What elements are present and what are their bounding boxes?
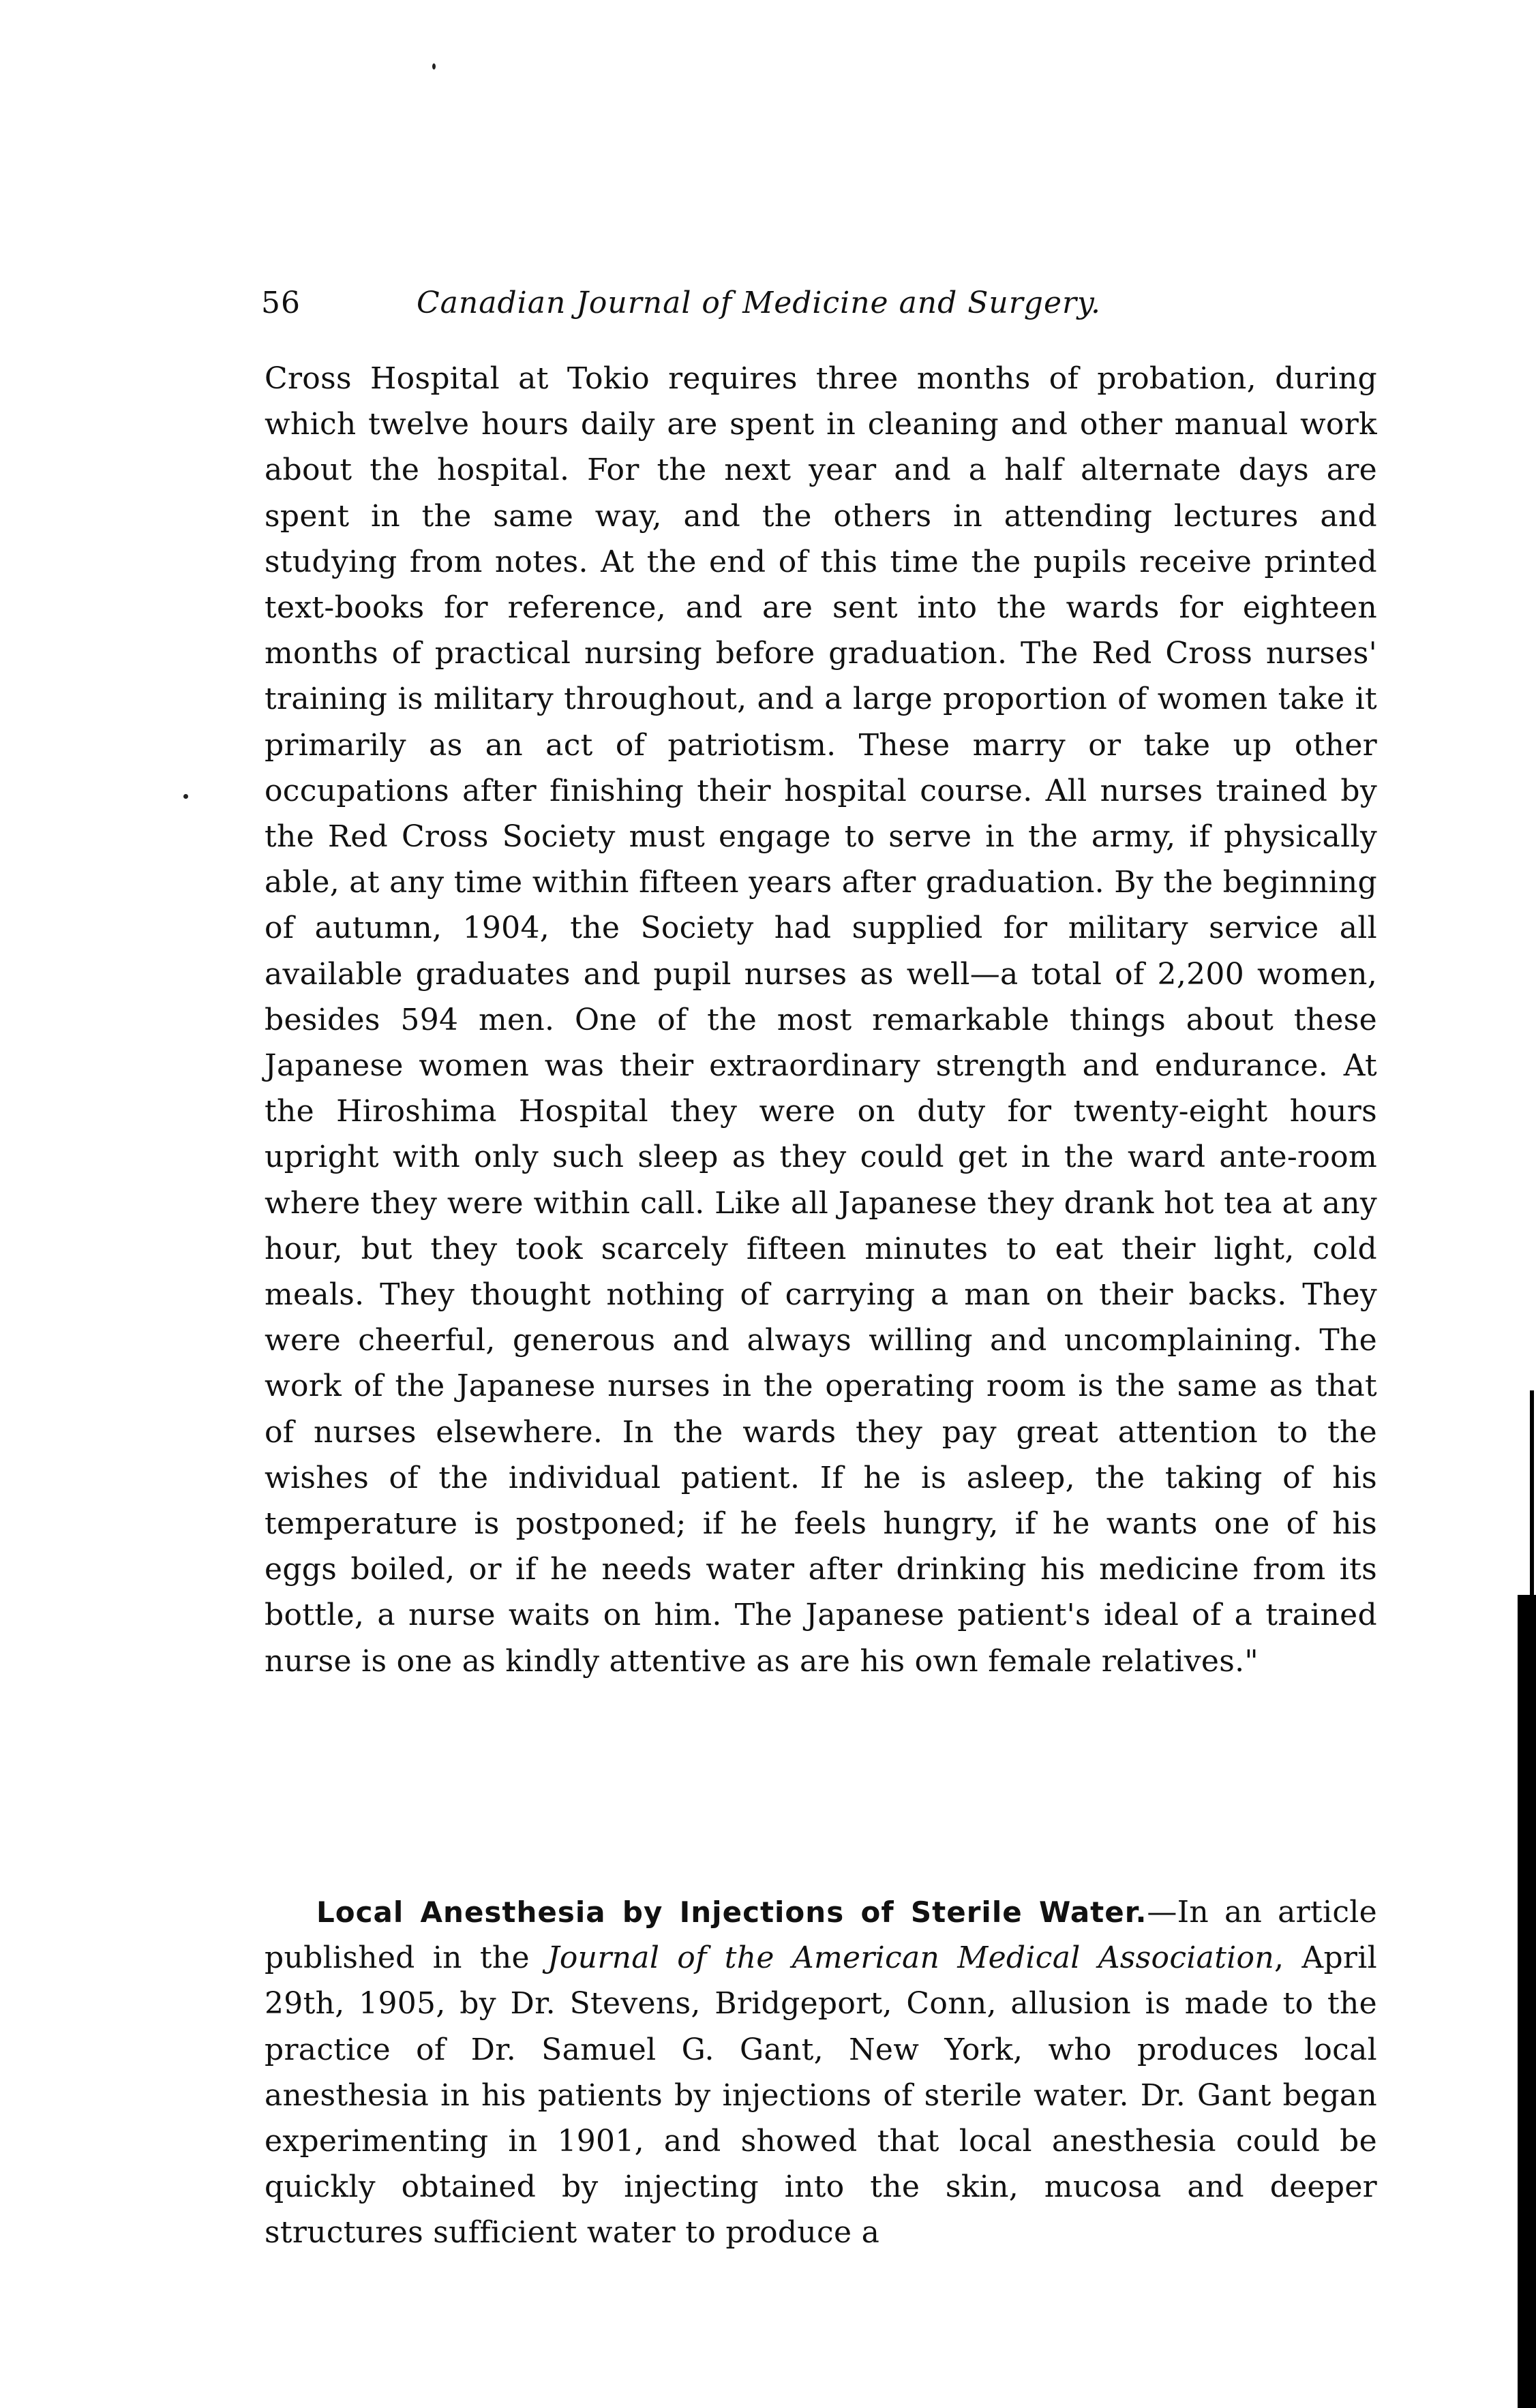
body-paragraph: Cross Hospital at Tokio requires three months of probation, during which twelve hours daily are spent in cleaning and other manual work about the hospital. For the next year and a half alternate days are spent in the same way, and the others in attending lectures and studying from notes. At the end of this time the pupils receive printed text-books for reference, and are sent into the wards for eighteen months of practical nursing before graduation. The Red Cross nurses' training is military throughout, and a large proportion of women take it primarily as an act of patriotism. These marry or take up other occupations after finishing their hospital course. All nurses trained by the Red Cross Society must engage to serve in the army, if physically able, at any time within fifteen years after graduation. By the beginning of autumn, 1904, the Society had supplied for military service all available graduates and pupil nurses as well—a total of 2,200 women, besides 594 men. One of the most remarkable things about these Japanese women was their extraordinary strength and endurance. At the Hiroshima Hospital they were on duty for twenty-eight hours upright with only such sleep as they could get in the ward ante-room where they were within call. Like all Japanese they drank hot tea at any hour, but they took scarcely fifteen minutes to eat their light, cold meals. They thought nothing of carrying a man on their backs. They were cheerful, generous and always willing and uncomplaining. The work of the Japanese nurses in the operating room is the same as that of nurses elsewhere. In the wards they pay great attention to the wishes of the individual patient. If he is asleep, the taking of his temperature is postponed; if he feels hungry, if he wants one of his eggs boiled, or if he needs water after drinking his medicine from its bottle, a nurse waits on him. The Japanese patient's ideal of a trained nurse is one as kindly attentive as are his own female relatives."	[265, 361, 1377, 1679]
margin-bullet-mark	[183, 794, 188, 799]
paragraph-text: , April 29th, 1905, by Dr. Stevens, Bridgeport, Conn, allusion is made to the practice of Dr. Samuel G. Gant, New York, who produces local anesthesia in his patients by injections of sterile water. Dr. Gant began experimenting in 1901, and showed that local anesthesia could be quickly obtained by injecting into the skin, mucosa and deeper structures sufficient water to produce a	[265, 1940, 1378, 2251]
section-heading: Local Anesthesia by Injections of Sterile Water.	[316, 1895, 1147, 1929]
running-header	[261, 279, 1461, 327]
ink-speck-mark	[432, 63, 436, 70]
journal-reference: Journal of the American Medical Association	[547, 1940, 1274, 1976]
page-number: 56	[261, 286, 301, 320]
body-paragraph-section	[265, 1889, 1377, 2256]
scan-edge-line	[1530, 1390, 1534, 1595]
journal-title: Canadian Journal of Medicine and Surgery.	[417, 286, 1102, 320]
paragraph-text: —In an article published in the	[265, 1895, 1377, 1976]
scan-edge-border	[1518, 1595, 1536, 2408]
